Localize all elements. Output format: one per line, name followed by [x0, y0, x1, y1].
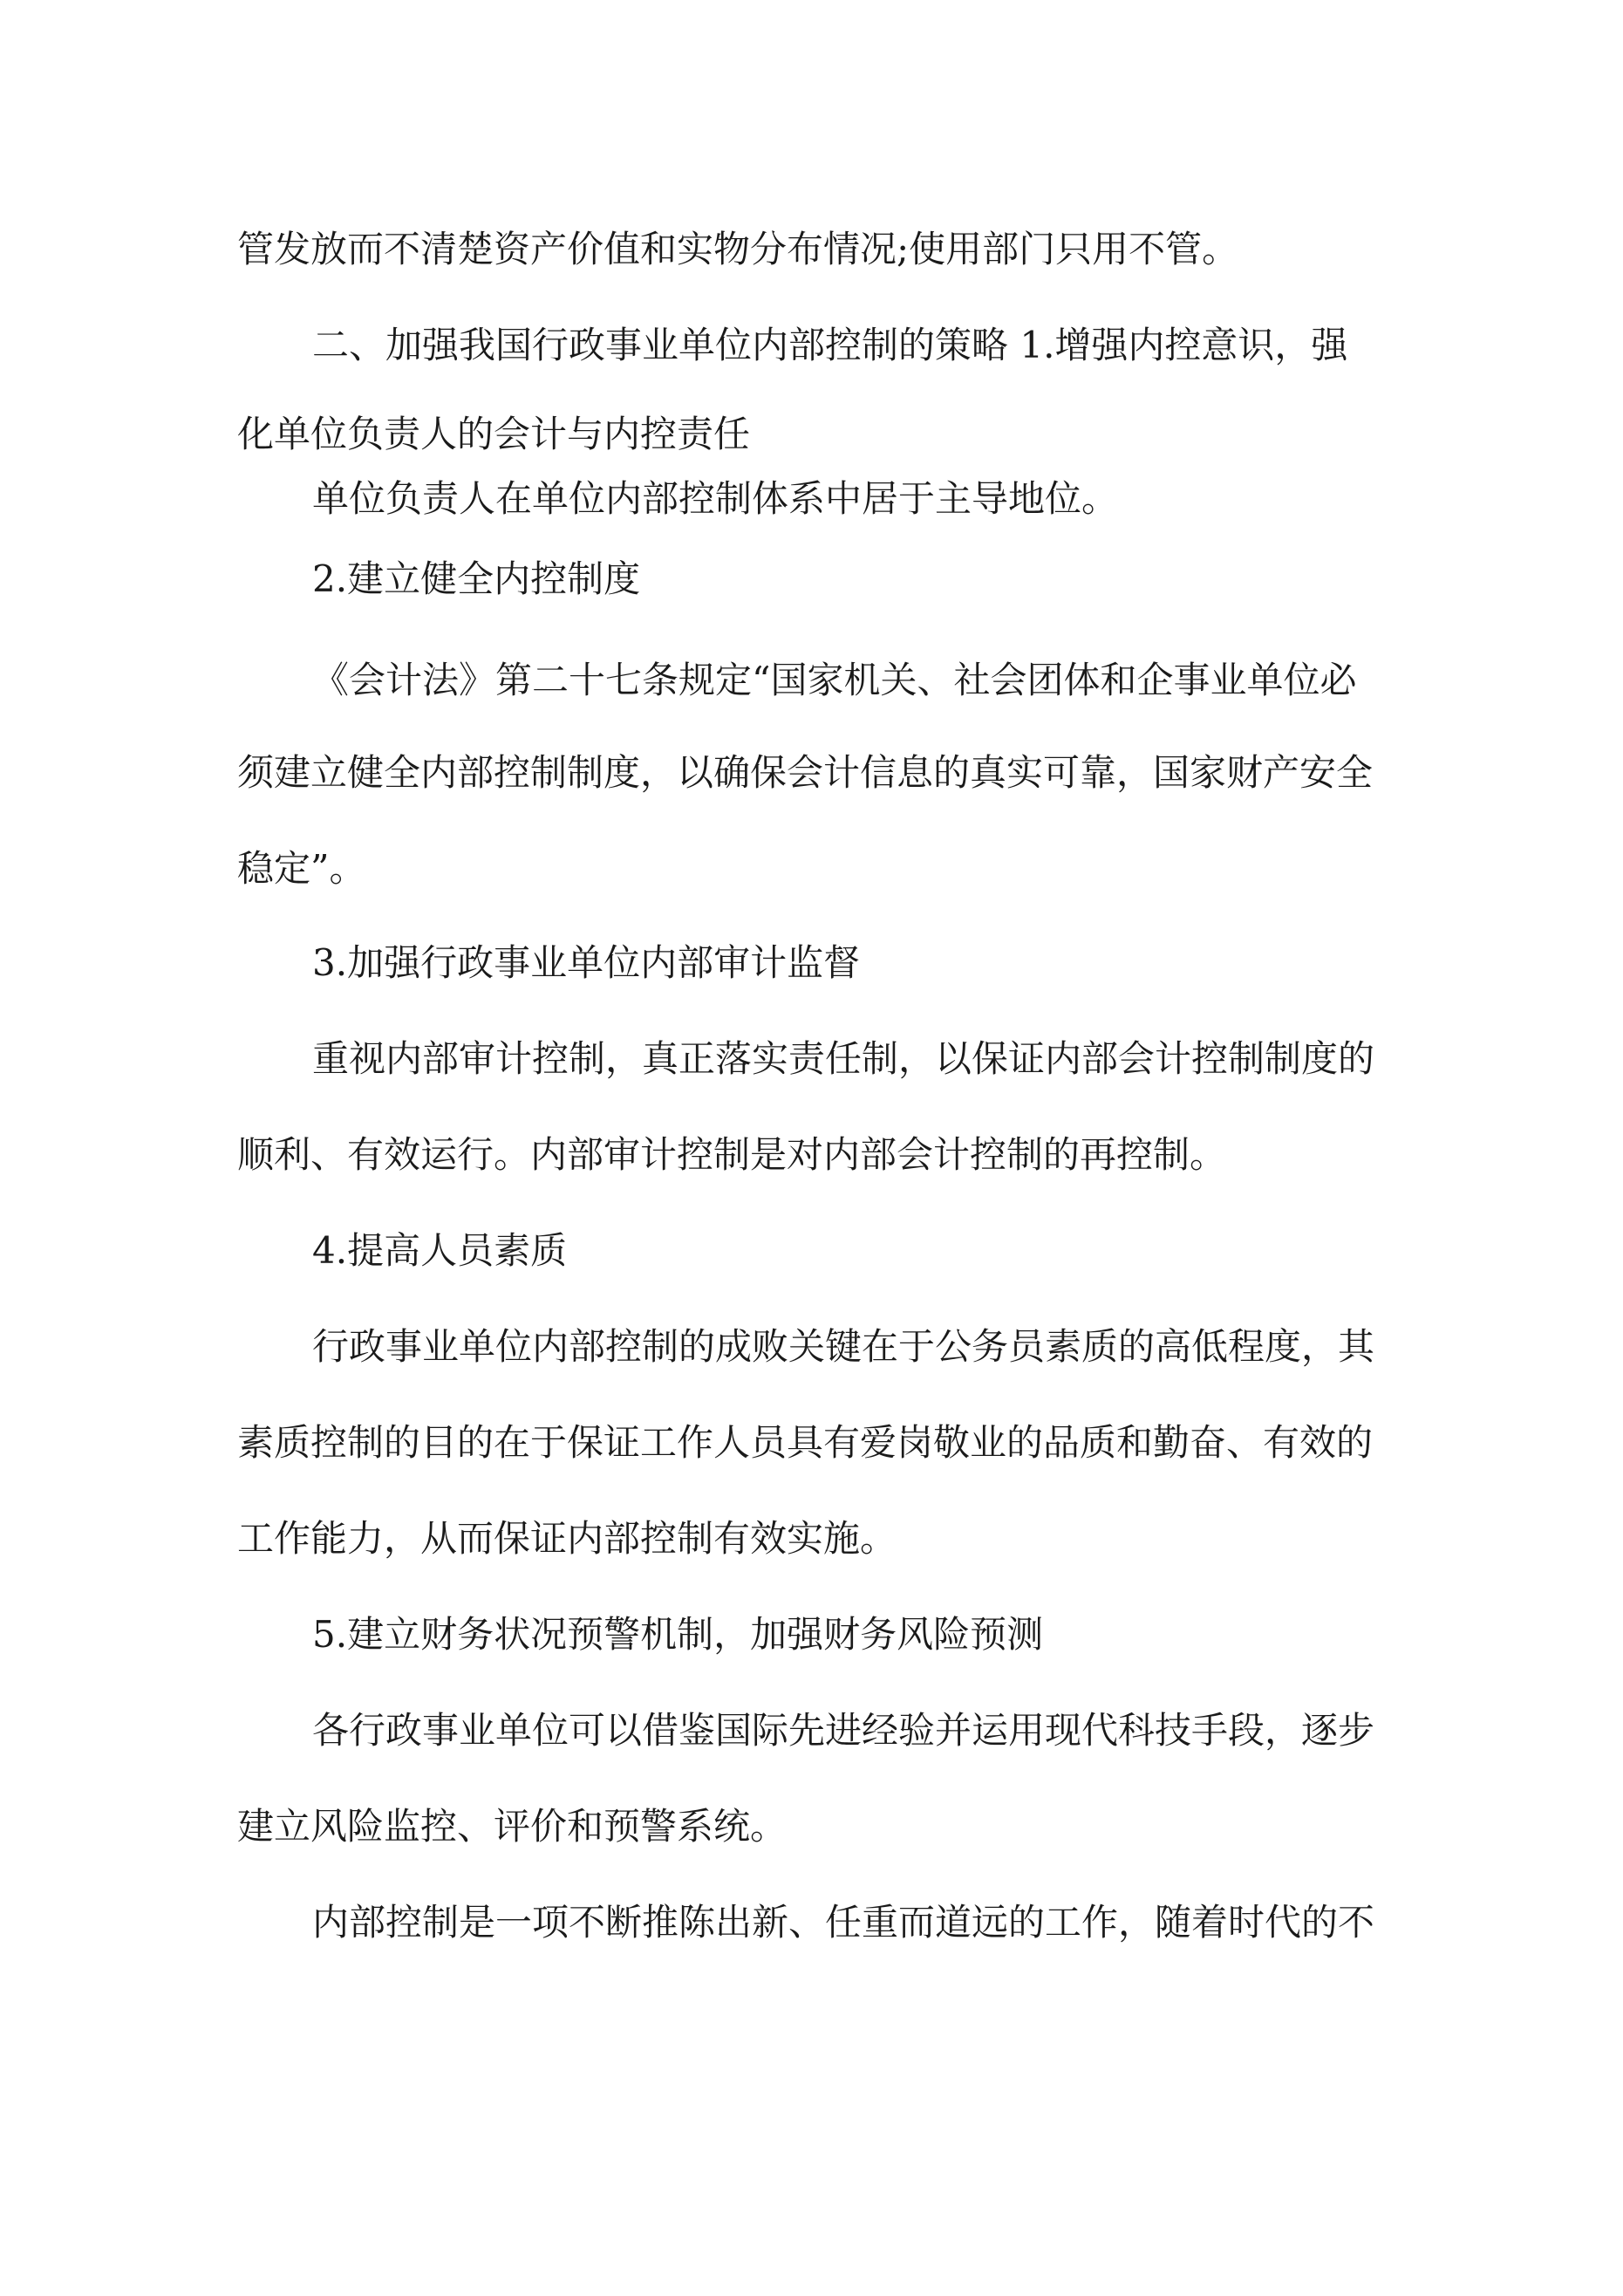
section-heading: 二、加强我国行政事业单位内部控制的策略 1.增强内控意识，强 [312, 324, 1348, 366]
text-line-6: 《会计法》第二十七条规定“国家机关、社会团体和企事业单位必 [312, 659, 1357, 701]
text-line-8: 稳定”。 [237, 847, 366, 890]
text-line-7: 须建立健全内部控制制度，以确保会计信息的真实可靠，国家财产安全 [237, 751, 1374, 794]
subheading-2: 2.建立健全内控制度 [312, 557, 641, 600]
subheading-5: 5.建立财务状况预警机制，加强财务风险预测 [312, 1613, 1044, 1656]
text-line-10: 重视内部审计控制，真正落实责任制，以保证内部会计控制制度的 [312, 1037, 1375, 1080]
subheading-3: 3.加强行政事业单位内部审计监督 [312, 941, 861, 984]
text-line-3: 化单位负责人的会计与内控责任 [237, 413, 751, 455]
text-line-1: 管发放而不清楚资产价值和实物分布情况;使用部门只用不管。 [237, 228, 1239, 270]
text-line-18: 建立风险监控、评价和预警系统。 [237, 1805, 788, 1848]
text-line-17: 各行政事业单位可以借鉴国际先进经验并运用现代科技手段，逐步 [312, 1709, 1375, 1752]
text-line-15: 工作能力，从而保证内部控制有效实施。 [237, 1517, 897, 1560]
text-line-14: 素质控制的目的在于保证工作人员具有爱岗敬业的品质和勤奋、有效的 [237, 1421, 1374, 1464]
text-line-4: 单位负责人在单位内部控制体系中居于主导地位。 [312, 477, 1119, 520]
subheading-4: 4.提高人员素质 [312, 1229, 568, 1272]
text-line-13: 行政事业单位内部控制的成败关键在于公务员素质的高低程度，其 [312, 1325, 1375, 1368]
text-line-11: 顺利、有效运行。内部审计控制是对内部会计控制的再控制。 [237, 1133, 1227, 1176]
text-line-19: 内部控制是一项不断推陈出新、任重而道远的工作，随着时代的不 [312, 1901, 1375, 1944]
